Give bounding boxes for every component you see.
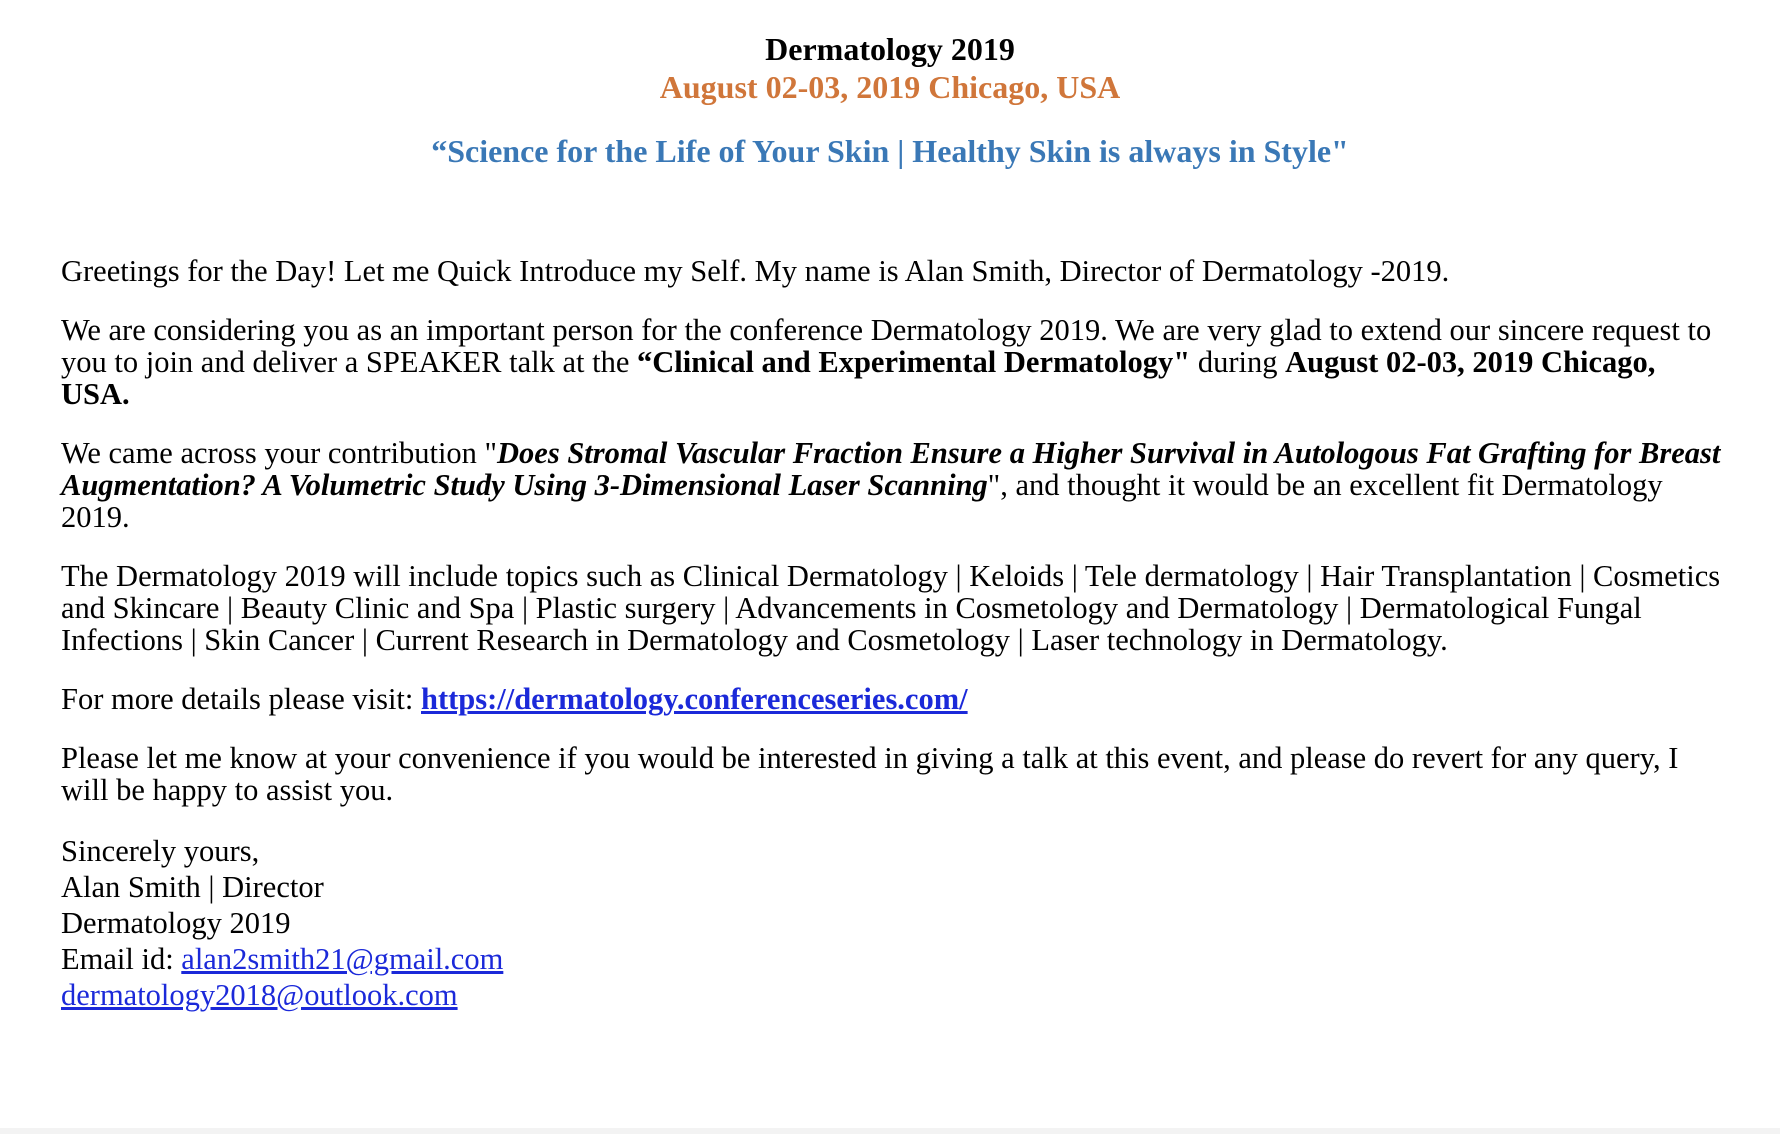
details-label: For more details please visit: <box>61 682 421 716</box>
request-text: Please let me know at your convenience if you would be interested in giving a talk at this event, and please do revert for any query, I will be happy to assist you. <box>61 741 1679 807</box>
signature-email-line <box>61 941 1726 977</box>
signature-org: Dermatology 2019 <box>61 906 291 940</box>
session-name: “Clinical and Experimental Dermatology" <box>637 345 1191 379</box>
signature-closing: Sincerely yours, <box>61 834 260 868</box>
invite-during: during <box>1190 345 1286 379</box>
contribution-outro: ", and thought it would be an excellent fit Dermatology 2019. <box>61 468 1663 534</box>
topics-text: The Dermatology 2019 will include topics such as Clinical Dermatology | Keloids | Tele dermatology | Hair Transplantation | Cosmetics and Skincare | Beauty Clinic and Spa | Plastic surgery | Advancements in Cosmetology and Dermatology | Dermatological Fungal Infections | Skin Cancer | Current Research in Dermatology and Cosmetology | Laser technology in Dermatology. <box>61 559 1721 657</box>
greeting-text: Greetings for the Day! Let me Quick Introduce my Self. My name is Alan Smith, Director of Dermatology -2019. <box>61 254 1450 288</box>
conference-tagline: “Science for the Life of Your Skin | Healthy Skin is always in Style" <box>431 133 1349 169</box>
conference-title: Dermatology 2019 <box>765 31 1015 67</box>
greeting-paragraph <box>61 255 1726 287</box>
contribution-intro: We came across your contribution " <box>61 436 498 470</box>
signature-block <box>61 833 1726 1013</box>
topics-paragraph <box>61 560 1726 656</box>
conference-date-location: August 02-03, 2019 Chicago, USA <box>659 69 1121 105</box>
signature-name-title: Alan Smith | Director <box>61 870 324 904</box>
invite-date-location: August 02-03, 2019 Chicago, USA. <box>61 345 1656 411</box>
contribution-title: Does Stromal Vascular Fraction Ensure a Higher Survival in Autologous Fat Grafting for Breast Augmentation? A Volumetric Study Using 3-Dimensional Laser Scanning <box>61 436 1721 502</box>
invite-paragraph <box>61 314 1726 410</box>
request-paragraph <box>61 742 1726 806</box>
bottom-divider <box>0 1128 1780 1134</box>
details-paragraph <box>61 683 1726 715</box>
message-body <box>61 255 1726 1013</box>
conference-website-link[interactable]: https://dermatology.conferenceseries.com/ <box>421 682 968 716</box>
email-label: Email id: <box>61 942 182 976</box>
email-link-primary[interactable]: alan2smith21@gmail.com <box>181 942 504 976</box>
invite-text: We are considering you as an important person for the conference Dermatology 2019. We are very glad to extend our sincere request to you to join and deliver a SPEAKER talk at the <box>61 313 1712 379</box>
email-link-secondary[interactable]: dermatology2018@outlook.com <box>61 978 458 1012</box>
contribution-paragraph <box>61 437 1726 533</box>
signature-email2-line <box>61 977 1726 1013</box>
